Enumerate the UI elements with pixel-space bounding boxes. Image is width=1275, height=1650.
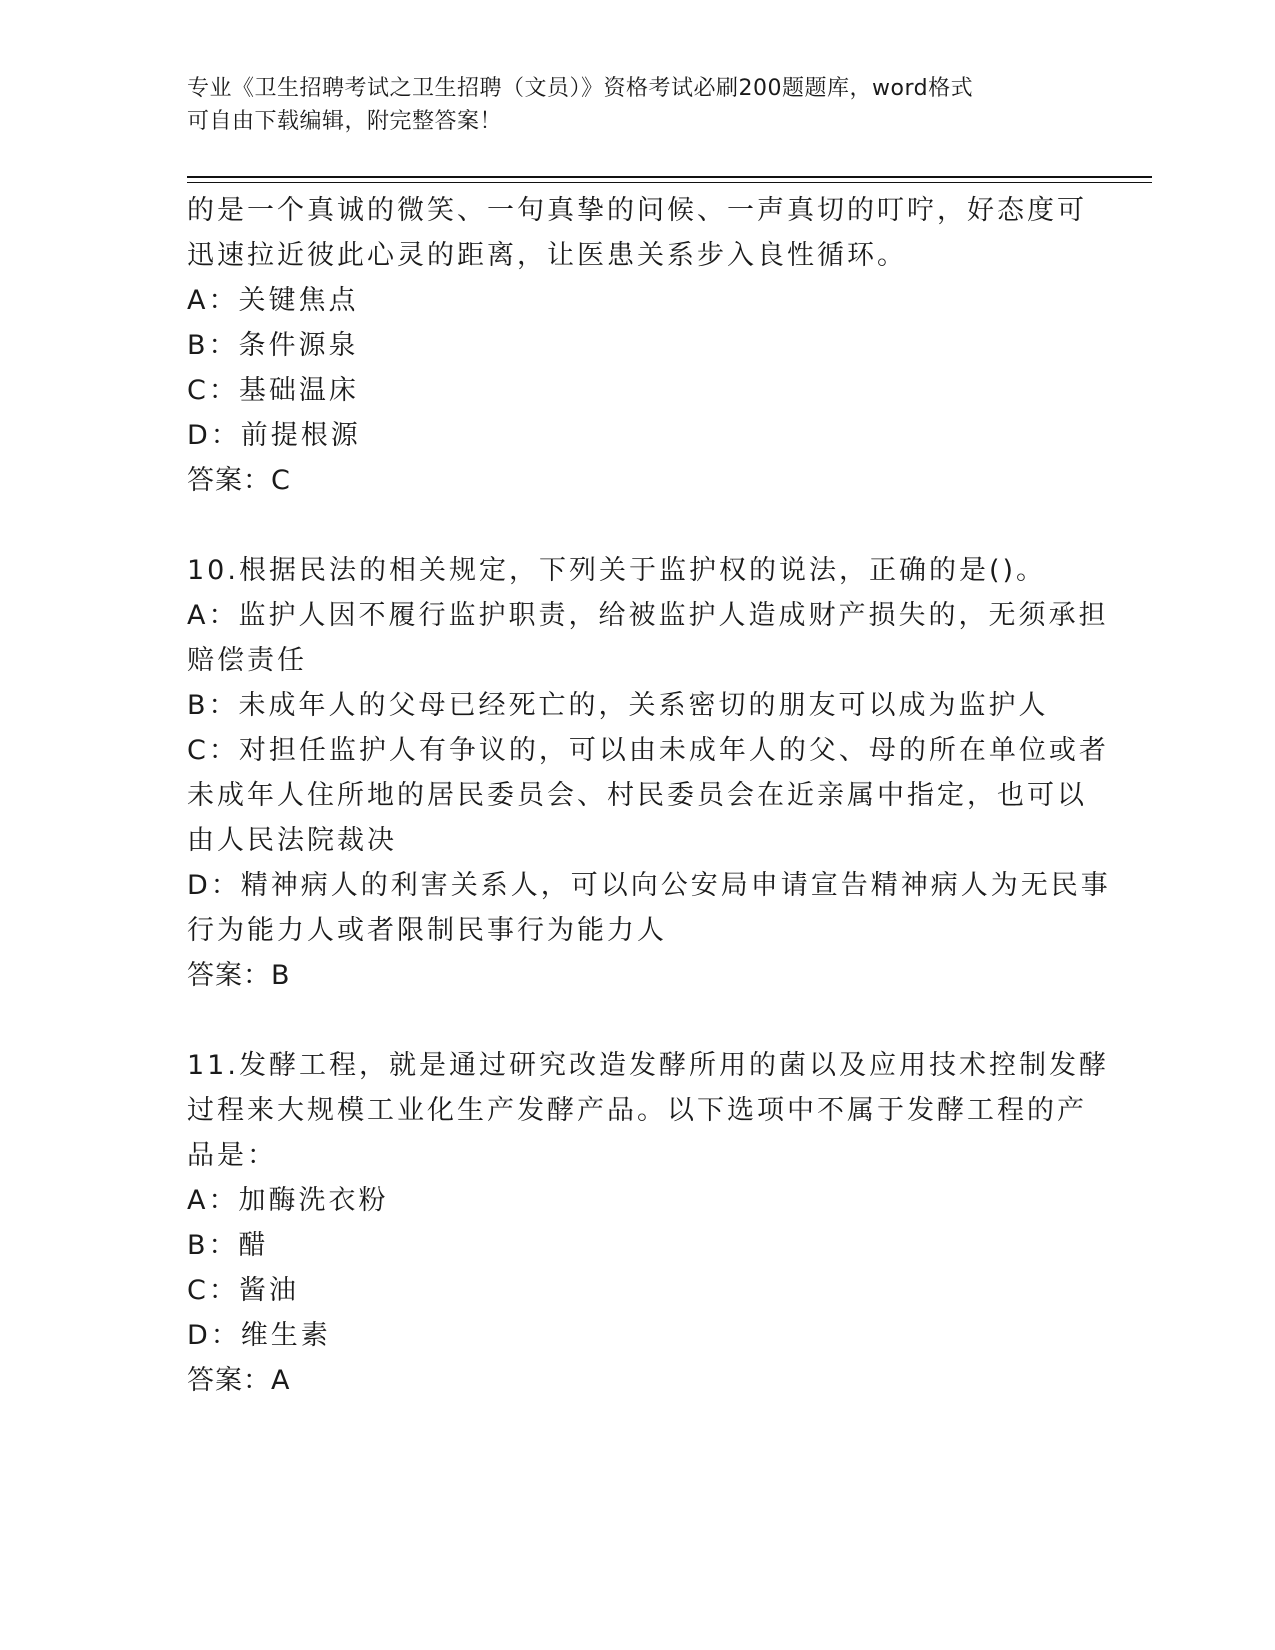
option-c-continued: 由人民法院裁决 <box>187 825 397 856</box>
option-b: B：未成年人的父母已经死亡的，关系密切的朋友可以成为监护人 <box>187 690 1049 721</box>
question-stem: 11.发酵工程，就是通过研究改造发酵所用的菌以及应用技术控制发酵 <box>187 1050 1109 1081</box>
option-c: C：酱油 <box>187 1275 299 1306</box>
header-line-1: 专业《卫生招聘考试之卫生招聘（文员）》资格考试必刷200题题库，word格式 <box>187 76 974 101</box>
question-stem-continued: 品是： <box>187 1140 277 1171</box>
question-11 <box>187 1043 1109 1403</box>
header-rule-thin <box>187 182 1152 183</box>
option-a-continued: 赔偿责任 <box>187 645 307 676</box>
question-stem-continued: 过程来大规模工业化生产发酵产品。以下选项中不属于发酵工程的产 <box>187 1095 1087 1126</box>
header-line-2: 可自由下载编辑，附完整答案！ <box>187 109 503 134</box>
question-spacer <box>187 998 1067 1043</box>
option-d-continued: 行为能力人或者限制民事行为能力人 <box>187 915 667 946</box>
document-header <box>187 72 1067 138</box>
answer-label: 答案：C <box>187 465 291 496</box>
option-d: D：精神病人的利害关系人，可以向公安局申请宣告精神病人为无民事 <box>187 870 1111 901</box>
question-spacer <box>187 503 1067 548</box>
answer-label: 答案：A <box>187 1365 291 1396</box>
option-b: B：条件源泉 <box>187 330 359 361</box>
question-stem: 10.根据民法的相关规定，下列关于监护权的说法，正确的是()。 <box>187 555 1047 586</box>
option-a: A：加酶洗衣粉 <box>187 1185 389 1216</box>
question-stem-line: 的是一个真诚的微笑、一句真挚的问候、一声真切的叮咛，好态度可 <box>187 195 1087 226</box>
option-c-continued: 未成年人住所地的居民委员会、村民委员会在近亲属中指定，也可以 <box>187 780 1087 811</box>
option-c: C：基础温床 <box>187 375 359 406</box>
option-a: A：监护人因不履行监护职责，给被监护人造成财产损失的，无须承担 <box>187 600 1109 631</box>
question-stem-line: 迅速拉近彼此心灵的距离，让医患关系步入良性循环。 <box>187 240 907 271</box>
document-body <box>187 188 1111 1403</box>
question-10 <box>187 548 1111 998</box>
option-b: B：醋 <box>187 1230 269 1261</box>
option-a: A：关键焦点 <box>187 285 359 316</box>
question-9-continued <box>187 188 1087 503</box>
option-d: D：前提根源 <box>187 420 361 451</box>
option-d: D：维生素 <box>187 1320 331 1351</box>
header-rule-thick <box>187 176 1152 178</box>
option-c: C：对担任监护人有争议的，可以由未成年人的父、母的所在单位或者 <box>187 735 1109 766</box>
answer-label: 答案：B <box>187 960 291 991</box>
